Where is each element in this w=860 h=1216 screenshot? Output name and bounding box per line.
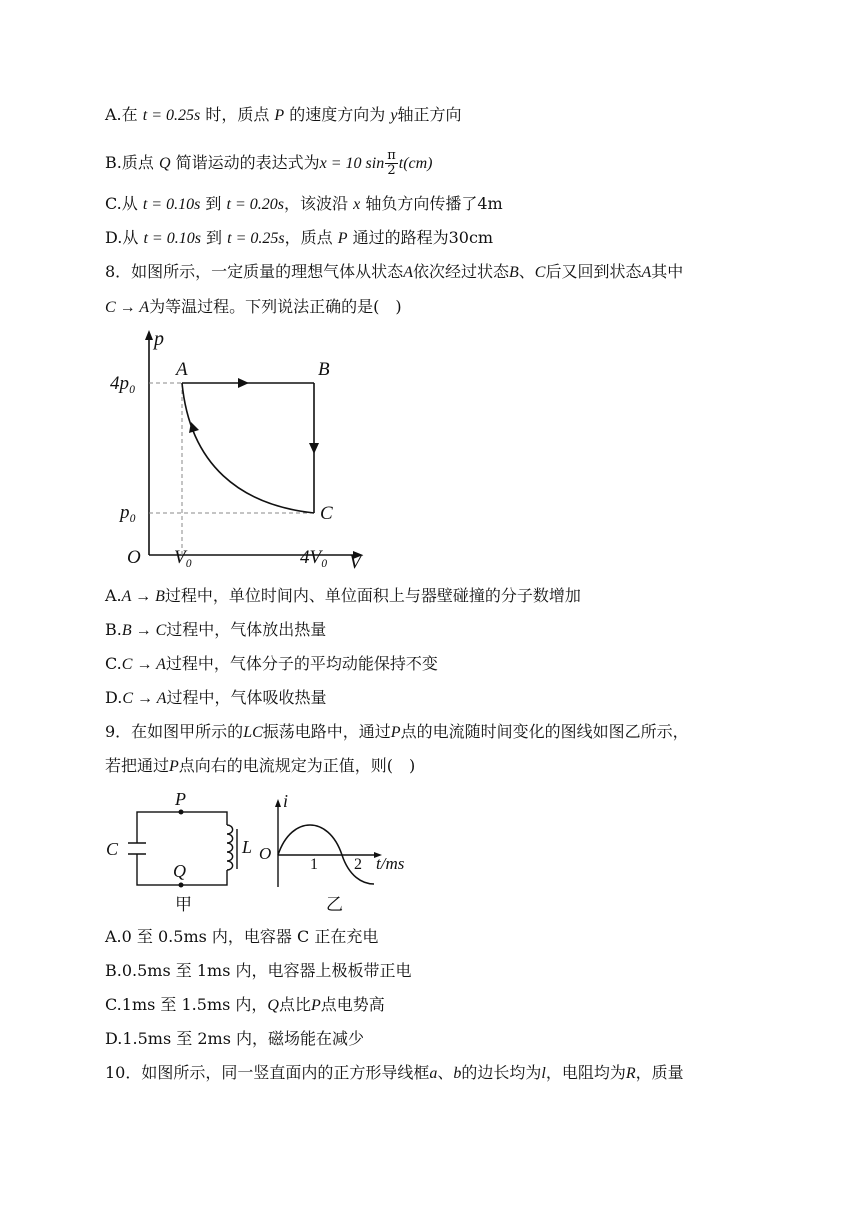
point-label-c: C [320,503,333,524]
pv-diagram [100,325,370,575]
point-label-a: A [176,359,188,380]
q9-stem-line1 [105,721,689,744]
option-text: 通过的路程为30cm [352,228,494,247]
lc-circuit-diagram [102,787,252,917]
equation: t(cm) [398,155,433,172]
equation: t = 0.10s [142,196,201,213]
symbol: LC [243,724,263,741]
q8-option-d [105,687,327,710]
option-text: ，该波沿 [284,194,349,213]
fraction-denominator: 2 [387,163,396,178]
capacitor-label: C [106,839,119,859]
question-text: 为等温过程。下列说法正确的是( ) [149,297,402,316]
option-prefix: A.在 [105,105,138,124]
question-text: 其中 [651,262,684,281]
arrow-icon [309,443,319,454]
symbol: P [337,230,348,247]
equation: A → B [121,588,165,605]
option-text: 过程中，气体吸收热量 [166,688,327,707]
option-text: 点比 [278,995,311,1014]
equation: B → C [121,622,167,639]
question-text: 依次经过状态 [412,262,509,281]
option-prefix: A. [105,586,122,605]
figure-caption-yi: 乙 [326,895,343,914]
equation: x = 10 sin [319,155,385,172]
q9-option-d: D.1.5ms 至 2ms 内，磁场能在减少 [105,1029,364,1048]
question-text: 、 [518,262,535,281]
symbol: P [390,724,401,741]
equation: C → A [105,299,150,316]
option-prefix: C.从 [105,194,138,213]
option-prefix: B.质点 [105,153,154,172]
symbol: Q [158,155,171,172]
question-text: 的边长均为 [461,1063,542,1082]
tick-label-4p0: 4p₀ [110,373,136,394]
q8-option-c [105,653,438,676]
equation: t = 0.10s [143,230,201,247]
option-text: 轴正方向 [397,105,462,124]
symbol: P [274,107,285,124]
symbol: A [403,264,413,281]
symbol: y [390,107,398,124]
fraction [385,149,398,178]
tick-label-v0: V₀ [174,547,193,568]
option-text: 过程中，气体分子的平均动能保持不变 [165,654,438,673]
question-text: 10．如图所示，同一竖直面内的正方形导线框 [105,1063,430,1082]
q7-option-c [105,193,503,216]
origin-label: O [259,844,272,863]
q10-stem-line1 [105,1062,684,1085]
current-time-graph [256,787,416,917]
equation: t = 0.25s [142,107,201,124]
symbol: A [641,264,652,281]
axis-label-i: i [283,791,289,811]
symbol: l [541,1065,546,1082]
q9-option-b: B.0.5ms 至 1ms 内，电容器上极板带正电 [105,961,412,980]
q8-option-a [105,585,581,608]
question-text: 、 [437,1063,454,1082]
node-label-p: P [175,789,186,809]
q9-option-c [105,994,385,1017]
q8-stem-line2 [105,296,402,319]
symbol: P [311,997,321,1014]
symbol: Q [267,997,279,1014]
option-text: 过程中，单位时间内、单位面积上与器壁碰撞的分子数增加 [164,586,581,605]
symbol: b [453,1065,462,1082]
figure-caption-jia: 甲 [175,895,192,914]
question-text: 点的电流随时间变化的图线如图乙所示， [400,722,689,741]
fraction-numerator: π [387,148,396,163]
q7-option-b [105,148,433,179]
question-text: 若把通过 [105,756,170,775]
question-text: ，电阻均为 [545,1063,626,1082]
option-text: C.1ms 至 1.5ms 内， [105,995,268,1014]
option-prefix: D.从 [105,228,139,247]
option-text: ，质点 [284,228,333,247]
symbol: R [625,1065,636,1082]
tick-label-4v0: 4V₀ [300,547,328,568]
question-text: 9．在如图甲所示的 [105,722,244,741]
symbol: x [353,196,361,213]
option-text: 轴负方向传播了4m [365,194,503,213]
symbol: B [508,264,519,281]
equation: t = 0.20s [226,196,284,213]
symbol: a [429,1065,438,1082]
capacitor-gap [132,843,144,854]
option-text: 到 [206,228,223,247]
axis-label-t: t/ms [376,854,405,873]
node-q-dot [179,883,184,888]
node-label-q: Q [173,861,186,881]
question-text: 后又回到状态 [545,262,642,281]
arrow-icon [238,378,249,388]
option-prefix: D. [105,688,123,707]
question-text: 振荡电路中，通过 [262,722,391,741]
option-text: 时，质点 [205,105,270,124]
q7-option-a [105,104,462,127]
node-p-dot [179,810,184,815]
q7-option-d [105,227,493,250]
origin-label: O [127,547,141,568]
tick-label-1: 1 [310,856,318,873]
equation: C → A [122,690,167,707]
point-label-b: B [318,359,330,380]
symbol: P [169,758,179,775]
option-text: 过程中，气体放出热量 [166,620,327,639]
option-prefix: B. [105,620,122,639]
question-text: 8．如图所示，一定质量的理想气体从状态 [105,262,404,281]
option-text: 简谐运动的表达式为 [175,153,320,172]
tick-label-2: 2 [354,856,362,873]
equation: t = 0.25s [227,230,285,247]
question-text: ，质量 [635,1063,684,1082]
option-text: 点电势高 [320,995,385,1014]
inductor-label: L [242,837,252,857]
option-text: 的速度方向为 [289,105,386,124]
tick-label-p0: p₀ [120,502,137,523]
axis-label-p: p [154,328,164,350]
symbol: C [534,264,546,281]
axis-label-v: V [349,551,362,573]
question-text: 点向右的电流规定为正值，则( ) [178,756,416,775]
q9-option-a: A.0 至 0.5ms 内，电容器 C 正在充电 [105,927,379,946]
q8-stem-line1 [105,261,683,284]
q9-stem-line2 [105,755,415,778]
option-text: 到 [205,194,222,213]
q8-option-b [105,619,326,642]
path-c-a [182,383,314,513]
equation: C → A [121,656,166,673]
option-prefix: C. [105,654,122,673]
